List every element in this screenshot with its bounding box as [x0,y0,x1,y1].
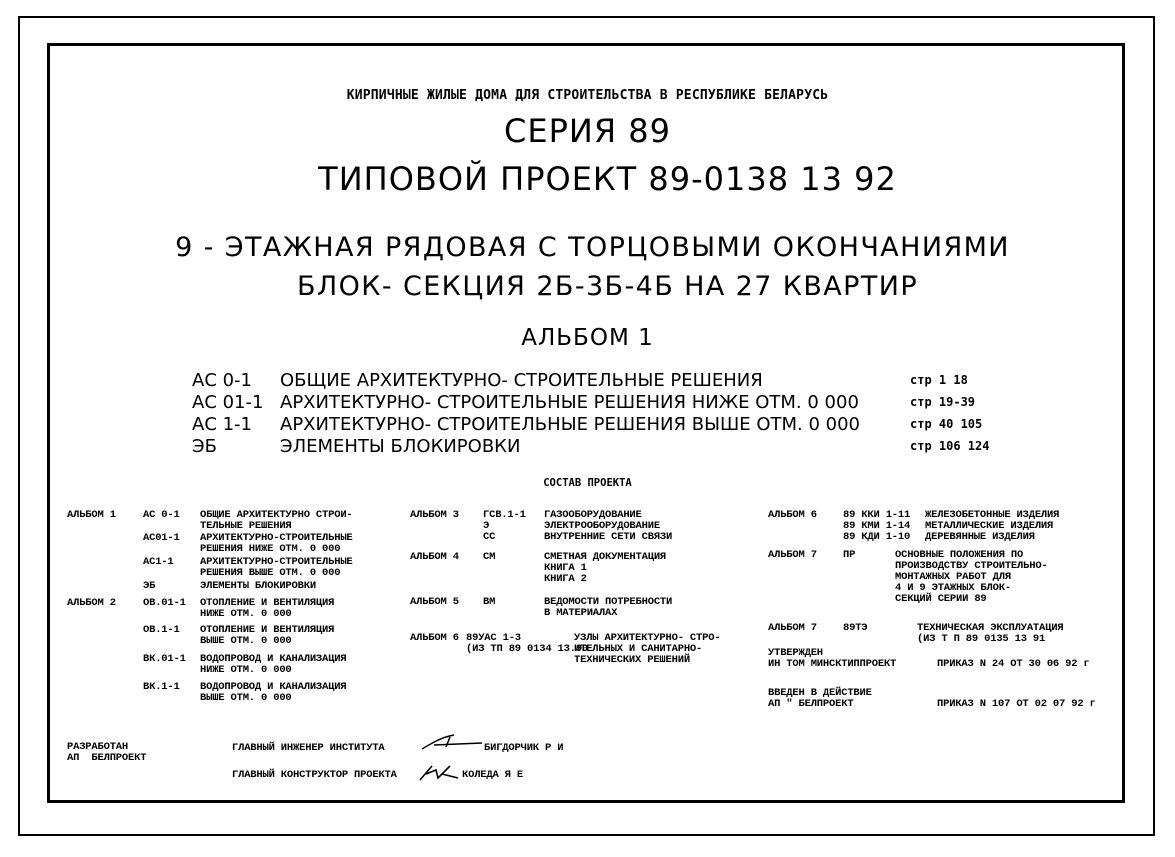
comp-album-label: АЛЬБОМ 7 [768,549,817,561]
comp-album-label: АЛЬБОМ 6 [768,509,817,521]
comp-text: ВЕДОМОСТИ ПОТРЕБНОСТИ В МАТЕРИАЛАХ [544,596,673,619]
comp-album-label: АЛЬБОМ 5 [410,596,459,608]
contents-code: АС 1-1 [192,414,253,435]
comp-text: ОБЩИЕ АРХИТЕКТУРНО СТРОИ- ТЕЛЬНЫЕ РЕШЕНИЯ [200,509,353,532]
contents-pages: стр 1 18 [910,373,968,387]
series-title: СЕРИЯ 89 [504,112,671,150]
comp-album-label: АЛЬБОМ 4 [410,551,459,563]
comp-code: АС01-1 [143,532,180,544]
comp-code: ОВ.01-1 [143,597,186,609]
comp-code: ВК.01-1 [143,653,186,665]
contents-title: ЭЛЕМЕНТЫ БЛОКИРОВКИ [280,436,521,457]
chief-designer-role: ГЛАВНЫЙ КОНСТРУКТОР ПРОЕКТА [232,769,397,781]
project-title: ТИПОВОЙ ПРОЕКТ 89-0138 13 92 [318,160,897,198]
comp-code: СМ [483,551,496,563]
comp-album-label: АЛЬБОМ 3 [410,509,459,521]
comp-text: ЖЕЛЕЗОБЕТОННЫЕ ИЗДЕЛИЯ МЕТАЛЛИЧЕСКИЕ ИЗДЕЛИЯ ДЕРЕВЯННЫЕ ИЗДЕЛИЯ [925,509,1060,543]
approved-order: ПРИКАЗ N 24 ОТ 30 06 92 г [937,658,1090,670]
chief-engineer-signature [420,733,484,753]
supertitle: КИРПИЧНЫЕ ЖИЛЫЕ ДОМА ДЛЯ СТРОИТЕЛЬСТВА В РЕСПУБЛИКЕ БЕЛАРУСЬ [346,88,829,103]
comp-code: АС 0-1 [143,509,180,521]
comp-code: 89УАС 1-3 (ИЗ ТП 89 0134 13.90 [466,632,589,655]
chief-engineer-role: ГЛАВНЫЙ ИНЖЕНЕР ИНСТИТУТА [232,742,385,754]
comp-text: СМЕТНАЯ ДОКУМЕНТАЦИЯ КНИГА 1 КНИГА 2 [544,551,667,585]
chief-designer-name: КОЛЕДА Я Е [462,769,524,781]
chief-engineer-name: БИГДОРЧИК Р И [484,742,564,754]
comp-text: ГАЗООБОРУДОВАНИЕ ЭЛЕКТРООБОРУДОВАНИЕ ВНУТРЕННИЕ СЕТИ СВЯЗИ [544,509,673,543]
description-line2: БЛОК- СЕКЦИЯ 2Б-3Б-4Б НА 27 КВАРТИР [296,271,919,302]
comp-text: АРХИТЕКТУРНО-СТРОИТЕЛЬНЫЕ РЕШЕНИЯ ВЫШЕ ОТМ. 0 000 [200,556,353,579]
comp-text: ОТОПЛЕНИЕ И ВЕНТИЛЯЦИЯ НИЖЕ ОТМ. 0 000 [200,597,335,620]
comp-code: 89ТЭ [843,622,868,634]
comp-code: 89 ККИ 1-11 89 КМИ 1-14 89 КДИ 1-10 [843,509,911,543]
comp-text: ОСНОВНЫЕ ПОЛОЖЕНИЯ ПО ПРОИЗВОДСТВУ СТРОИТЕЛЬНО- МОНТАЖНЫХ РАБОТ ДЛЯ 4 И 9 ЭТАЖНЫХ БЛОК- СЕКЦИЙ СЕРИИ 89 [895,549,1048,605]
comp-code: ГСВ.1-1 Э СС [483,509,526,543]
developed-by: РАЗРАБОТАН АП БЕЛПРОЕКТ [67,741,147,764]
comp-album-label: АЛЬБОМ 7 [768,622,817,634]
comp-album-label: АЛЬБОМ 1 [67,509,116,521]
contents-code: АС 0-1 [192,370,253,391]
comp-code: ОВ.1-1 [143,624,180,636]
comp-album-label: АЛЬБОМ 2 [67,597,116,609]
contents-code: АС 01-1 [192,392,264,413]
comp-text: ВОДОПРОВОД И КАНАЛИЗАЦИЯ ВЫШЕ ОТМ. 0 000 [200,681,347,704]
chief-designer-signature [418,762,462,782]
enacted-label: ВВЕДЕН В ДЕЙСТВИЕ АП " БЕЛПРОЕКТ [768,687,872,710]
comp-album-label: АЛЬБОМ 6 [410,632,459,644]
comp-text: ОТОПЛЕНИЕ И ВЕНТИЛЯЦИЯ ВЫШЕ ОТМ. 0 000 [200,624,335,647]
contents-pages: стр 106 124 [910,439,990,453]
enacted-order: ПРИКАЗ N 107 ОТ 02 07 92 г [937,698,1096,710]
comp-code: ВК.1-1 [143,681,180,693]
contents-title: АРХИТЕКТУРНО- СТРОИТЕЛЬНЫЕ РЕШЕНИЯ ВЫШЕ ОТМ. 0 000 [280,414,860,435]
composition-heading: СОСТАВ ПРОЕКТА [543,477,632,489]
comp-text: УЗЛЫ АРХИТЕКТУРНО- СТРО- ИТЕЛЬНЫХ И САНИТАРНО- ТЕХНИЧЕСКИХ РЕШЕНИЙ [574,632,721,666]
comp-text: ТЕХНИЧЕСКАЯ ЭКСПЛУАТАЦИЯ (ИЗ Т П 89 0135 13 91 [917,622,1064,645]
comp-text: АРХИТЕКТУРНО-СТРОИТЕЛЬНЫЕ РЕШЕНИЯ НИЖЕ ОТМ. 0 000 [200,532,353,555]
contents-code: ЭБ [192,436,217,457]
description-line1: 9 - ЭТАЖНАЯ РЯДОВАЯ С ТОРЦОВЫМИ ОКОНЧАНИЯМИ [175,232,1010,263]
contents-title: АРХИТЕКТУРНО- СТРОИТЕЛЬНЫЕ РЕШЕНИЯ НИЖЕ ОТМ. 0 000 [280,392,859,413]
approved-label: УТВЕРЖДЕН ИН ТОМ МИНСКТИППРОЕКТ [768,647,897,670]
contents-pages: стр 40 105 [910,417,983,431]
comp-code: ПР [843,549,856,561]
comp-code: АС1-1 [143,556,174,568]
contents-title: ОБЩИЕ АРХИТЕКТУРНО- СТРОИТЕЛЬНЫЕ РЕШЕНИЯ [280,370,763,391]
contents-pages: стр 19-39 [910,395,976,409]
comp-code: ВМ [483,596,496,608]
comp-text: ЭЛЕМЕНТЫ БЛОКИРОВКИ [200,580,316,592]
album-title: АЛЬБОМ 1 [521,325,654,351]
comp-text: ВОДОПРОВОД И КАНАЛИЗАЦИЯ НИЖЕ ОТМ. 0 000 [200,653,347,676]
comp-code: ЭБ [143,580,156,592]
